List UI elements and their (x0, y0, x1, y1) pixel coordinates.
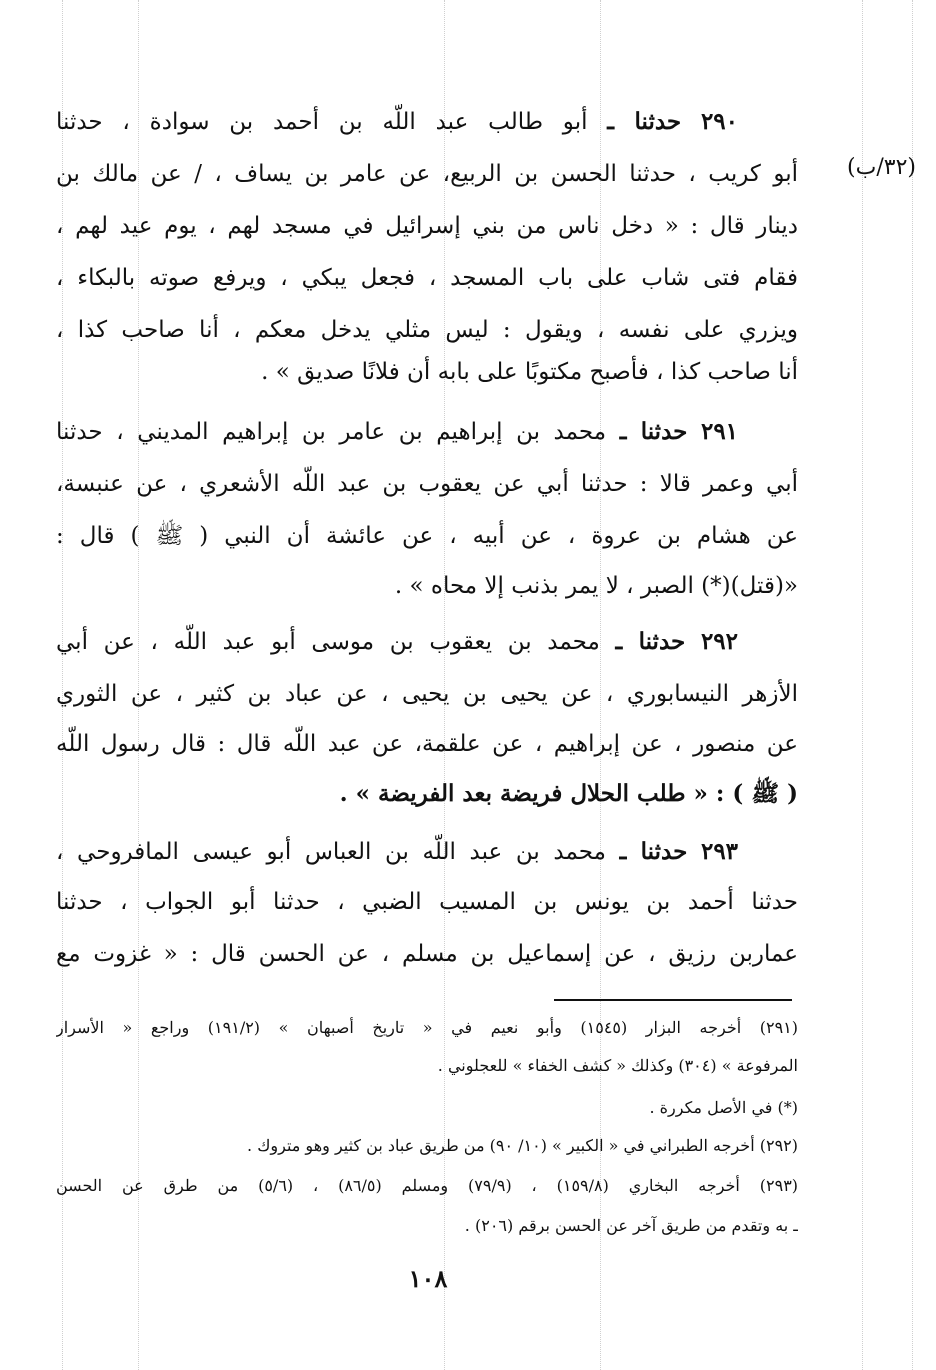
footnote-293-line-1: (٢٩٣) أخرجه البخاري (١٥٩/٨) ، (٧٩/٩) ومسلم (٨٦/٥) ، (٥/٦) من طرق عن الحسن (56, 1176, 798, 1195)
margin-folio-note: (٣٢/ب) (847, 155, 916, 180)
footnote-293-line-2: ـ به وتقدم من طريق آخر عن الحسن برقم (٢٠٦) . (464, 1216, 798, 1235)
entry-291-line-3: عن هشام بن عروة ، عن أبيه ، عن عائشة أن النبي ( ﷺ ) قال : (56, 523, 798, 549)
entry-number: ٢٩٣ (700, 838, 738, 865)
entry-290-line-3: دينار قال : « دخل ناس من بني إسرائيل في مسجد لهم ، يوم عيد لهم ، (56, 213, 798, 239)
entry-keyword: حدثنا ـ (615, 628, 686, 655)
entry-keyword: حدثنا ـ (619, 418, 688, 445)
scan-guide-line (862, 0, 863, 1370)
scan-guide-line (912, 0, 913, 1370)
entry-text: محمد بن عبد اللّه بن العباس أبو عيسى المافروحي ، (56, 839, 606, 865)
entry-290-line-4: فقام فتى شاب على باب المسجد ، فجعل يبكي ، ويرفع صوته بالبكاء ، (56, 265, 798, 291)
entry-290-line-6: أنا صاحب كذا ، فأصبح مكتوبًا على بابه أن فلانًا صديق » . (261, 359, 798, 385)
entry-292-line-1 (56, 622, 738, 662)
page-number: ١٠٨ (408, 1264, 448, 1293)
footnote-291-line-1: (٢٩١) أخرجه البزار (١٥٤٥) وأبو نعيم في « تاريخ أصبهان » (١٩١/٢) وراجع « الأسرار (56, 1018, 798, 1037)
entry-292-line-3: عن منصور ، عن إبراهيم ، عن علقمة، عن عبد اللّه قال : قال رسول اللّه (56, 731, 798, 757)
entry-292-line-4: ( ﷺ ) : « طلب الحلال فريضة بعد الفريضة » . (339, 780, 798, 807)
entry-290-line-1 (56, 102, 738, 142)
footnote-291-line-2: المرفوعة » (٣٠٤) وكذلك « كشف الخفاء » للعجلوني . (437, 1056, 798, 1075)
entry-293-line-1 (56, 832, 738, 872)
entry-text: محمد بن يعقوب بن موسى أبو عبد اللّه ، عن أبي (56, 629, 600, 655)
footnote-separator (554, 999, 792, 1001)
entry-291-line-1 (56, 412, 738, 452)
entry-text: أبو طالب عبد اللّه بن أحمد بن سوادة ، حدثنا (56, 109, 588, 135)
entry-text: محمد بن إبراهيم بن عامر بن إبراهيم المديني ، حدثنا (56, 419, 607, 445)
entry-number: ٢٩١ (700, 418, 738, 445)
entry-293-line-2: حدثنا أحمد بن يونس بن المسيب الضبي ، حدثنا أبو الجواب ، حدثنا (56, 889, 798, 915)
entry-number: ٢٩٠ (700, 108, 738, 135)
entry-keyword: حدثنا ـ (619, 838, 688, 865)
entry-293-line-3: عماربن رزيق ، عن إسماعيل بن مسلم ، عن الحسن قال : « غزوت مع (56, 941, 798, 967)
entry-keyword: حدثنا ـ (607, 108, 682, 135)
entry-291-line-2: أبي وعمر قالا : حدثنا أبي عن يعقوب بن عبد اللّه الأشعري ، عن عنبسة، (56, 471, 798, 497)
entry-290-line-2: أبو كريب ، حدثنا الحسن بن الربيع، عن عامر بن يساف ، / عن مالك بن (56, 161, 798, 187)
footnote-292: (٢٩٢) أخرجه الطبراني في « الكبير » (١٠/ ٩٠) من طريق عباد بن كثير وهو متروك . (247, 1136, 798, 1155)
entry-290-line-5: ويزري على نفسه ، ويقول : ليس مثلي يدخل معكم ، أنا صاحب كذا ، (56, 317, 798, 343)
entry-291-line-4: «(قتل)(*) الصبر ، لا يمر بذنب إلا محاه » . (394, 573, 798, 599)
entry-number: ٢٩٢ (700, 628, 738, 655)
footnote-asterisk: (*) في الأصل مكررة . (649, 1098, 798, 1117)
entry-292-line-2: الأزهر النيسابوري ، عن يحيى بن يحيى ، عن عباد بن كثير ، عن الثوري (56, 681, 798, 707)
